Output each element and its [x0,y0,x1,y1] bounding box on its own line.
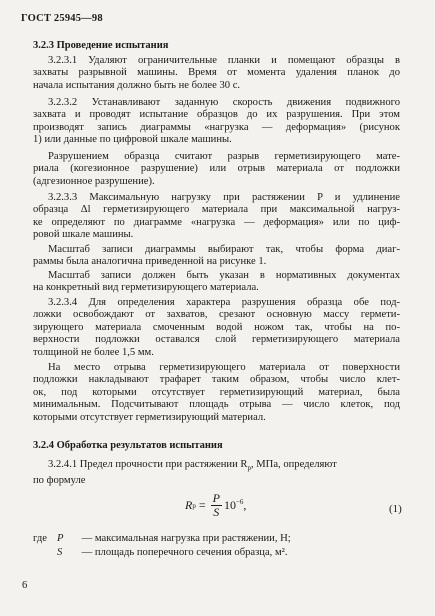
formula-denominator: S [213,505,220,519]
document-header: ГОСТ 25945—98 [21,13,103,24]
text-line: раммы была аналогична приведенной на рисунке 1. [33,256,267,268]
paragraph-3-2-3-4 [33,297,400,359]
paragraph-3-2-3-2 [33,97,400,147]
text-line: по формуле [33,474,86,486]
formula-1 [185,492,246,519]
legend-symbol: P [57,533,64,544]
text-line: зирующего материала смоченным водой ножом так, чтобы на по- [33,321,400,333]
text-line: ложки освобождают от захватов, срезают основную массу гермети- [33,309,400,321]
paragraph-destruction [33,151,400,188]
section-title-3-2-3: 3.2.3 Проведение испытания [33,40,169,51]
text-line: начала испытания должно быть не более 30 с. [33,79,241,91]
formula-exponent: −6 [235,497,244,506]
text-segment: , МПа, определяют [250,459,337,470]
text-line: производят запись диаграммы «нагрузка — деформация» (рисунок [33,121,400,133]
subscript: р [247,464,251,473]
text-line: 3.2.3.2 Устанавливают заданную скорость движения подвижного [48,97,400,108]
legend-row-s [33,547,288,560]
text-line: захваты разрывной машины. Время от момента удаления планок до [33,67,400,79]
formula-multiplier: 10 [223,498,236,512]
legend-symbol: S [57,547,63,558]
legend-row-p [33,533,291,546]
text-line: ке определяют по диаграмме «нагрузка — деформация» или по циф- [33,216,400,228]
text-line: 3.2.3.1 Удаляют ограничительные планки и помещают образцы в [48,55,400,66]
text-line: На место отрыва герметизирующего материала от поверхности [48,362,400,373]
text-line: подложки накладывают трафарет таким образом, чтобы число клет- [33,374,400,386]
page-number: 6 [22,580,28,591]
text-line: толщиной не более 1,5 мм. [33,346,154,358]
text-line: Масштаб записи должен быть указан в нормативных документах [48,270,400,281]
formula-lhs: R [185,498,193,512]
paragraph-3-2-4-1 [33,459,400,487]
section-title-3-2-4: 3.2.4 Обработка результатов испытания [33,440,223,451]
text-line: 3.2.3.4 Для определения характера разрушения образца обе под- [48,297,400,308]
text-line: риала (когезионное разрушение) или отрыв материала от подложки [33,163,400,175]
text-line: (адгезионное разрушение). [33,175,155,187]
equation-number: (1) [389,503,402,515]
formula-numerator: P [212,491,220,505]
legend-lead: где [33,533,47,544]
text-line: которыми отсутствует герметизирующий материал. [33,411,266,423]
text-line: Масштаб записи диаграммы выбирают так, чтобы форма диаг- [48,244,400,255]
legend-text: — площадь поперечного сечения образца, м². [79,547,288,558]
paragraph-3-2-3-3 [33,192,400,242]
text-line: ровой шкале машины. [33,229,134,241]
text-line: верхности подложки оставался слой герметизирующего материала [33,334,400,346]
text-line: ок, под которыми отсутствует герметизирующий материал, была [33,386,400,398]
formula-tail: , [243,498,247,512]
formula-equals: = [195,498,209,512]
formula-lhs-subscript: р [192,501,196,510]
text-line: 3.2.3.3 Максимальную нагрузку при растяжении P и удлинение [48,192,400,203]
text-line: образца Δl герметизирующего материала при максимальной нагруз- [33,204,400,216]
text-line: 1) или данные по цифровой шкале машины. [33,134,232,146]
paragraph-stencil [33,362,400,424]
text-line [33,459,400,475]
paragraph-3-2-3-1 [33,55,400,92]
text-line: минимальным. Подсчитывают площадь отрыва — число клеток, под [33,399,400,411]
formula-fraction [211,492,222,519]
paragraph-scale [33,244,400,269]
text-line: на конкретный вид герметизирующего материала. [33,282,259,294]
legend-text: — максимальная нагрузка при растяжении, Н; [79,533,291,544]
text-segment: 3.2.4.1 Предел прочности при растяжении R [48,459,248,470]
text-line: захвата и проводят испытание образцов до их разрушения. При этом [33,109,400,121]
text-line: Разрушением образца считают разрыв герметизирующего мате- [48,151,400,162]
paragraph-scale-docs [33,270,400,295]
